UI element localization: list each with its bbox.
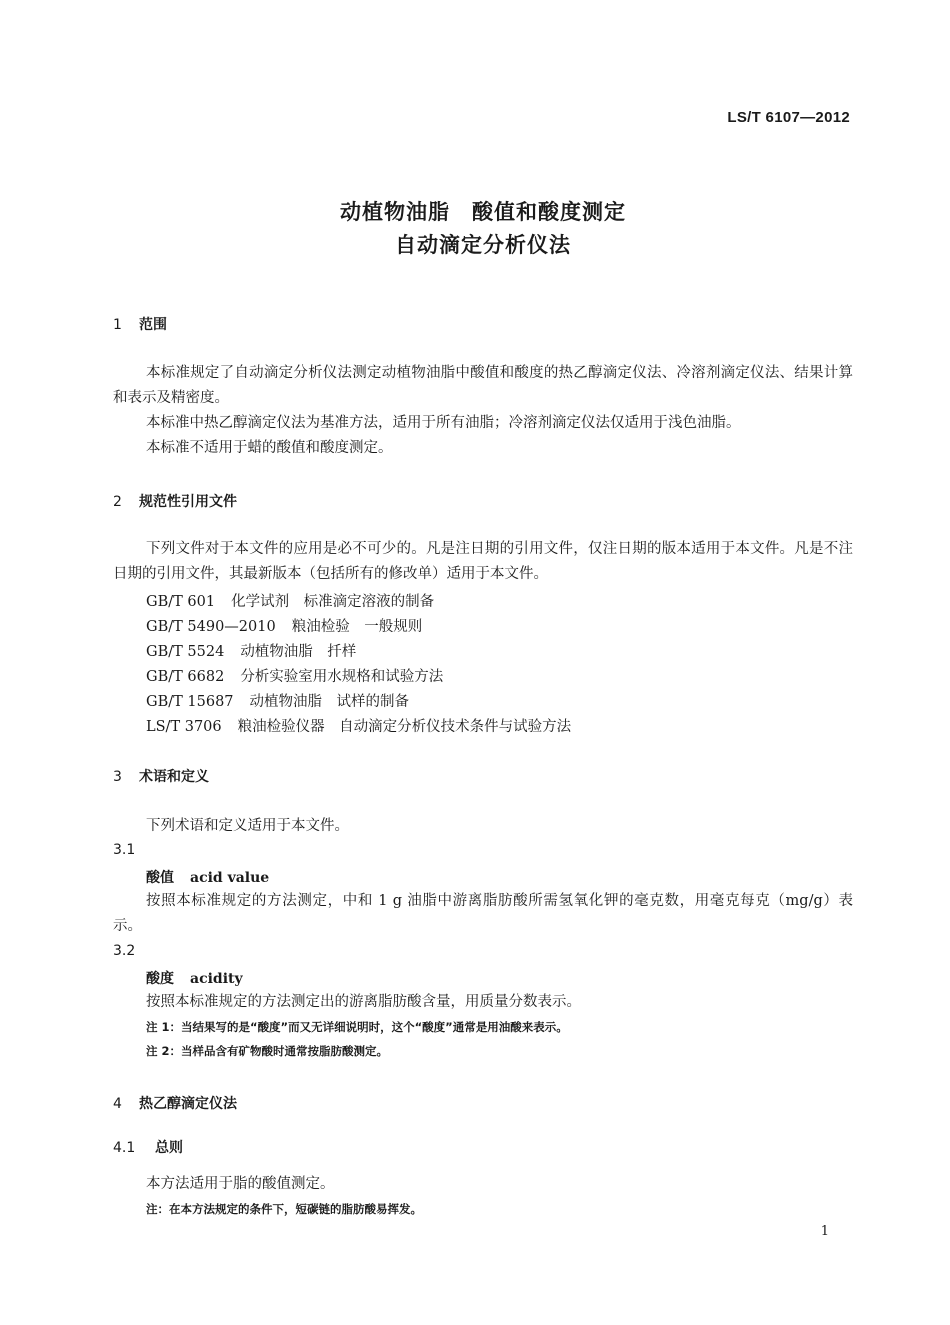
section-1-paragraph-3: 本标准不适用于蜡的酸值和酸度测定。 (146, 440, 393, 456)
subsection-4-1-note: 注：在本方法规定的条件下，短碳链的脂肪酸易挥发。 (146, 1202, 422, 1216)
reference-code: LS/T 3706 (146, 719, 222, 735)
term-en: acid value (190, 870, 270, 886)
section-title: 术语和定义 (139, 769, 209, 785)
term-number: 3.2 (113, 943, 136, 959)
reference-code: GB/T 5490—2010 (146, 619, 276, 635)
reference-title: 动植物油脂 扦样 (240, 644, 357, 660)
subsection-title: 总则 (155, 1140, 183, 1156)
reference-item (146, 690, 409, 711)
title-part-b: 酸值和酸度测定 (472, 200, 626, 224)
title-line-1 (0, 196, 950, 226)
term-heading (146, 968, 243, 988)
note-1: 注 1：当结果写的是“酸度”而又无详细说明时，这个“酸度”通常是用油酸来表示。 (146, 1020, 568, 1034)
reference-code: GB/T 6682 (146, 669, 225, 685)
section-1-paragraph-2: 本标准中热乙醇滴定仪法为基准方法，适用于所有油脂；冷溶剂滴定仪法仅适用于浅色油脂。 (146, 415, 741, 431)
term-number: 3.1 (113, 842, 136, 858)
section-number: 2 (113, 494, 122, 510)
section-title: 热乙醇滴定仪法 (139, 1096, 237, 1112)
section-1-paragraph-1: 本标准规定了自动滴定分析仪法测定动植物油脂中酸值和酸度的热乙醇滴定仪法、冷溶剂滴定仪法、结果计算和表示及精密度。 (113, 365, 853, 406)
title-part-a: 动植物油脂 (340, 200, 450, 224)
section-number: 3 (113, 769, 122, 785)
page-number: 1 (820, 1224, 829, 1239)
reference-title: 粮油检验 一般规则 (291, 619, 423, 635)
reference-title: 化学试剂 标准滴定溶液的制备 (231, 594, 435, 610)
term-zh: 酸值 (146, 870, 174, 886)
section-number: 1 (113, 317, 122, 333)
term-zh: 酸度 (146, 971, 174, 987)
term-definition: 按照本标准规定的方法测定，中和 1 g 油脂中游离脂肪酸所需氢氧化钾的毫克数，用毫克每克（mg/g）表示。 (113, 893, 853, 934)
section-4-heading (113, 1093, 237, 1113)
term-definition: 按照本标准规定的方法测定出的游离脂肪酸含量，用质量分数表示。 (146, 994, 581, 1010)
section-title: 规范性引用文件 (139, 494, 237, 510)
section-3-heading (113, 766, 209, 786)
subsection-number: 4.1 (113, 1140, 136, 1156)
section-title: 范围 (139, 317, 167, 333)
term-en: acidity (190, 971, 243, 987)
reference-title: 动植物油脂 试样的制备 (249, 694, 410, 710)
section-1-heading (113, 314, 167, 334)
reference-title: 分析实验室用水规格和试验方法 (240, 669, 444, 685)
reference-item (146, 590, 434, 611)
reference-title: 粮油检验仪器 自动滴定分析仪技术条件与试验方法 (237, 719, 572, 735)
reference-code: GB/T 601 (146, 594, 216, 610)
title-line-2: 自动滴定分析仪法 (395, 233, 571, 257)
reference-code: GB/T 15687 (146, 694, 234, 710)
section-2-heading (113, 491, 237, 511)
reference-item (146, 615, 422, 636)
subsection-4-1-heading (113, 1137, 183, 1157)
reference-item (146, 665, 443, 686)
reference-item (146, 640, 356, 661)
section-2-paragraph-1: 下列文件对于本文件的应用是必不可少的。凡是注日期的引用文件，仅注日期的版本适用于本文件。凡是不注日期的引用文件，其最新版本（包括所有的修改单）适用于本文件。 (113, 541, 853, 582)
section-3-paragraph-1: 下列术语和定义适用于本文件。 (146, 818, 349, 834)
term-heading (146, 867, 269, 887)
section-number: 4 (113, 1096, 122, 1112)
reference-item (146, 715, 571, 736)
note-2: 注 2：当样品含有矿物酸时通常按脂肪酸测定。 (146, 1044, 389, 1058)
subsection-4-1-paragraph: 本方法适用于脂的酸值测定。 (146, 1176, 335, 1192)
standard-code: LS/T 6107—2012 (727, 109, 850, 126)
reference-code: GB/T 5524 (146, 644, 225, 660)
